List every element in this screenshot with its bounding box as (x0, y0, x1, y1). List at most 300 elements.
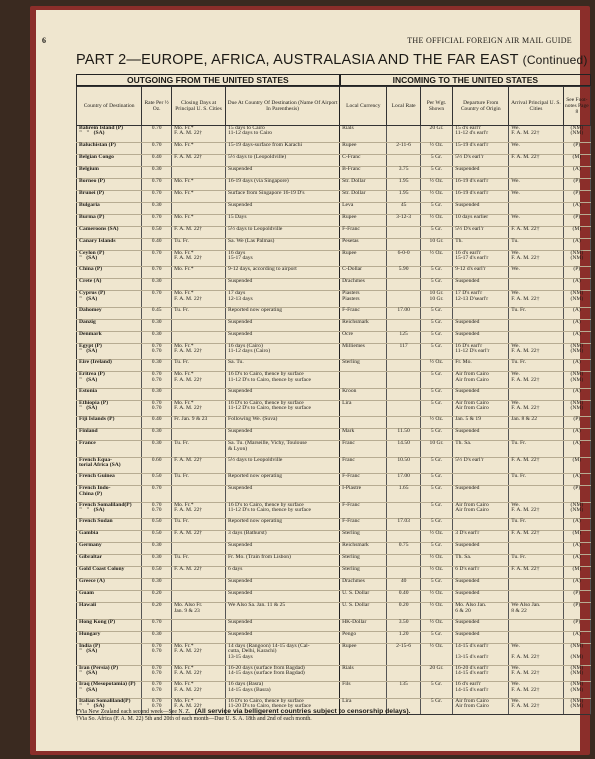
table-cell: Tu. Fr. (509, 555, 563, 567)
table-cell: 14-15 d's earl'r 13-15 d's earl'r (453, 643, 509, 665)
table-cell: (P) (563, 190, 590, 202)
table-cell: (A) (563, 319, 590, 331)
table-row (77, 291, 591, 308)
table-cell: We. F. A. M. 22† (509, 698, 563, 715)
table-cell (509, 331, 563, 343)
table-cell: 20 Gr. (420, 665, 452, 682)
table-row (77, 307, 591, 319)
table-cell: 0.30 (142, 388, 172, 400)
table-cell (509, 388, 563, 400)
table-cell (387, 372, 420, 389)
table-cell (172, 631, 226, 643)
table-cell: Mo. Fr.* (172, 178, 226, 190)
table-cell: 14 days (Rangoon) 14-15 days (Cal- cutta, Delhi, Karachi) 13-15 days (226, 643, 340, 665)
table-cell: Tu. Fr. (172, 360, 226, 372)
table-cell: 5 Gr. (420, 502, 452, 519)
table-row (77, 603, 591, 620)
table-cell: Baluchistan (P) (77, 142, 142, 154)
table-row (77, 531, 591, 543)
table-cell: 5 Gr. (420, 579, 452, 591)
table-cell: Air from Cairo Air from Cairo (453, 698, 509, 715)
table-row (77, 343, 591, 360)
table-cell: Eritrea (P) " (SA) (77, 372, 142, 389)
table-cell: 5½ D's earl'r (453, 226, 509, 238)
footnote-censorship: (All service via belligerent countries subject to censorship delays). (194, 708, 411, 715)
column-header: Due At Country Of Destination (Name Of Airport In Parenthesis) (226, 87, 340, 126)
table-cell: Suspended (453, 166, 509, 178)
table-cell (453, 519, 509, 531)
table-cell: Drachmes (340, 279, 387, 291)
table-cell (172, 331, 226, 343)
table-cell: 15-19 days-surface from Karachi (226, 142, 340, 154)
table-cell: 6 D's earl'r (453, 567, 509, 579)
table-cell: Reichsmark (340, 543, 387, 555)
table-cell: Burma (P) (77, 214, 142, 226)
table-cell (453, 474, 509, 486)
table-cell: ½ Oz. (420, 417, 452, 429)
table-cell: Tu. Fr. (172, 307, 226, 319)
table-cell: Th. Sa. (453, 441, 509, 458)
table-cell: 17 D's earl'r 12-13 D'searl'r (453, 291, 509, 308)
table-cell: (NM) (NM) (563, 343, 590, 360)
table-row (77, 372, 591, 389)
table-cell: Suspended (226, 331, 340, 343)
table-cell: ½ Oz. (420, 531, 452, 543)
table-cell: Mo. Fr.* F. A. M. 22† (172, 372, 226, 389)
table-cell: 5 Gr. (420, 486, 452, 503)
table-row (77, 474, 591, 486)
table-cell: 0.70 (142, 142, 172, 154)
table-cell: Th. Sa. (453, 555, 509, 567)
table-cell: Italian Somaliland(P) " " (SA) (77, 698, 142, 715)
table-cell: (M) (563, 154, 590, 166)
table-cell: 0.50 (142, 226, 172, 238)
table-cell: Following We. (Suva) (226, 417, 340, 429)
table-cell: (M) (563, 531, 590, 543)
table-cell: (NM) (NM) (563, 250, 590, 267)
table-cell: 16-19 days (via Singapore) (226, 178, 340, 190)
table-cell: F. A. M. 22† (509, 226, 563, 238)
table-cell: ½ Oz. (420, 142, 452, 154)
table-cell: 0.70 0.70 (142, 400, 172, 417)
table-cell: Mo. Fr.* F. A. M. 22† (172, 502, 226, 519)
column-header: See Foot-notes Page 8 (563, 87, 590, 126)
table-cell: F-Franc (340, 226, 387, 238)
table-cell: Mo. Fr.* (172, 214, 226, 226)
column-header: Rate Per ½ Oz. (142, 87, 172, 126)
table-cell: Bulgaria (77, 202, 142, 214)
table-cell: Iran (Persia) (P) " (SA) (77, 665, 142, 682)
table-cell (172, 579, 226, 591)
table-cell (387, 238, 420, 250)
table-cell: Tu. Fr. (172, 474, 226, 486)
table-row (77, 417, 591, 429)
table-cell: Reported now operating (226, 307, 340, 319)
column-header: Closing Days at Principal U. S. Cities (172, 87, 226, 126)
table-cell: 6 days (226, 567, 340, 579)
table-cell (509, 166, 563, 178)
table-cell: Mo. Fr.* F. A. M. 22† (172, 698, 226, 715)
table-cell: (A) (563, 166, 590, 178)
table-cell: 16 D's to Cairo, thence by surface 11-20 D's to Cairo, thence by surface (226, 698, 340, 715)
table-cell: 6-0-0 (387, 250, 420, 267)
table-row (77, 502, 591, 519)
table-cell: 10 Gr. (420, 238, 452, 250)
table-cell: (M) (563, 226, 590, 238)
table-cell: Suspended (453, 579, 509, 591)
table-row (77, 331, 591, 343)
table-cell: 5 Gr. (420, 519, 452, 531)
table-cell: 16-20 d's earl'r 14-15 d's earl'r (453, 665, 509, 682)
table-cell: U. S. Dollar (340, 591, 387, 603)
table-cell: 16-20 days (surface from Bagdad) 14-15 days (surface from Bagdad) (226, 665, 340, 682)
table-cell: Suspended (226, 591, 340, 603)
table-cell: 16 D's earl'r 11-12 D's earl'r (453, 343, 509, 360)
table-cell: (A) (563, 631, 590, 643)
table-row (77, 591, 591, 603)
table-cell (340, 372, 387, 389)
table-cell: (P) (563, 417, 590, 429)
table-cell: Sterling (340, 555, 387, 567)
table-row (77, 665, 591, 682)
table-cell: (P) (563, 142, 590, 154)
table-cell: We. F. A. M. 22† (509, 400, 563, 417)
table-cell: 0.30 (142, 555, 172, 567)
table-cell: (A) (563, 555, 590, 567)
table-cell: 5½ days to Leopoldville (226, 457, 340, 474)
table-cell: 17.00 (387, 307, 420, 319)
table-cell: 15 Days (226, 214, 340, 226)
table-cell (172, 279, 226, 291)
table-cell: (NM) (NM) (563, 400, 590, 417)
table-cell: Mark (340, 429, 387, 441)
table-cell: We. F. A. M. 22† (509, 250, 563, 267)
table-cell: Piasters Piasters (340, 291, 387, 308)
table-cell: Jan. 8 & 22 (509, 417, 563, 429)
table-cell: Suspended (453, 429, 509, 441)
table-cell: 2-15-6 (387, 643, 420, 665)
table-row (77, 238, 591, 250)
table-cell: 5 Gr. (420, 226, 452, 238)
page (36, 10, 589, 751)
table-cell: Denmark (77, 331, 142, 343)
table-cell: Fiji Islands (P) (77, 417, 142, 429)
table-cell: Drachmes (340, 579, 387, 591)
table-cell: 17.03 (387, 519, 420, 531)
table-cell: Egypt (P) " (SA) (77, 343, 142, 360)
incoming-header: INCOMING TO THE UNITED STATES (340, 74, 591, 86)
table-cell: (A) (563, 429, 590, 441)
table-cell: 16-19 d's earl'r (453, 190, 509, 202)
table-cell: 0.75 (387, 543, 420, 555)
table-cell: 0.30 (142, 543, 172, 555)
table-cell: Sterling (340, 567, 387, 579)
table-cell (509, 579, 563, 591)
table-cell: 40 (387, 579, 420, 591)
table-cell: 16 D's to Cairo, thence by surface 11-12 D's to Cairo, thence by surface (226, 400, 340, 417)
table-cell: Suspended (226, 279, 340, 291)
table-cell: Sa. Tu. (Marseille, Vichy, Toulouse & Lyon) (226, 441, 340, 458)
table-cell: (P) (563, 591, 590, 603)
table-cell (387, 502, 420, 519)
table-cell: ½ Oz. (420, 555, 452, 567)
table-cell (172, 429, 226, 441)
table-cell (387, 154, 420, 166)
table-cell: We. (509, 178, 563, 190)
table-cell: C-Dollar (340, 267, 387, 279)
table-cell: Germany (77, 543, 142, 555)
air-mail-table (76, 86, 591, 715)
table-cell: 11.50 (387, 429, 420, 441)
table-cell: Rupee (340, 643, 387, 665)
table-cell: ½ Oz. (420, 619, 452, 631)
table-cell: Suspended (453, 631, 509, 643)
table-cell: (A) (563, 388, 590, 400)
table-cell: Eire (Ireland) (77, 360, 142, 372)
table-cell: Franc (340, 457, 387, 474)
table-cell: Tu. Fr. (509, 519, 563, 531)
table-cell: 0.50 (142, 519, 172, 531)
table-cell: Tu. Fr. (172, 441, 226, 458)
table-cell: 125 (387, 331, 420, 343)
table-cell: Mo. Fr.* (172, 267, 226, 279)
table-cell: (A) (563, 519, 590, 531)
table-cell: Suspended (226, 486, 340, 503)
table-cell (509, 429, 563, 441)
table-cell (387, 279, 420, 291)
table-cell: We. F. A. M. 22† (509, 291, 563, 308)
table-cell: 0.70 0.70 (142, 643, 172, 665)
table-cell: Rials (340, 126, 387, 143)
table-cell: French Somaliland(P) " " (SA) (77, 502, 142, 519)
table-cell: 1.20 (387, 631, 420, 643)
part-title (76, 52, 588, 68)
table-cell: 0.30 (142, 441, 172, 458)
table-cell: Sterling (340, 531, 387, 543)
table-cell: 0.50 (142, 474, 172, 486)
table-cell: 5 Gr. (420, 631, 452, 643)
table-cell: (P) (563, 178, 590, 190)
table-cell: (P) (563, 267, 590, 279)
table-cell: 5 Gr. (420, 166, 452, 178)
table-cell: Suspended (226, 166, 340, 178)
table-cell: Suspended (453, 388, 509, 400)
table-cell: F-Franc (340, 502, 387, 519)
table-cell: Greece (A) (77, 579, 142, 591)
table-cell: 0.40 (142, 238, 172, 250)
table-cell: Tu. Fr. (509, 441, 563, 458)
table-row (77, 543, 591, 555)
part-title-text: PART 2—EUROPE, AFRICA, AUSTRALASIA AND THE FAR EAST (76, 52, 519, 68)
table-cell (509, 279, 563, 291)
table-row (77, 319, 591, 331)
table-cell: 5 Gr. (420, 372, 452, 389)
table-cell: Kroon (340, 388, 387, 400)
table-cell (387, 417, 420, 429)
table-cell (509, 619, 563, 631)
table-cell: 3.50 (387, 619, 420, 631)
table-cell (387, 360, 420, 372)
table-cell: Fr. Mo. (Train from Lisbon) (226, 555, 340, 567)
table-cell: 0.30 (142, 202, 172, 214)
table-cell: 0.40 (142, 417, 172, 429)
footnote-nz: *Via New Zealand each second week—See N. Z. (76, 709, 191, 715)
table-cell: F. A. M. 22† (509, 531, 563, 543)
table-cell: 10 Gr. 10 Gr. (420, 291, 452, 308)
table-cell: (NM) (NM) (563, 698, 590, 715)
table-cell: Surface from Singapore 16-19 D's (226, 190, 340, 202)
table-cell: Sa. We (Las Palmas) (226, 238, 340, 250)
table-cell: F. A. M. 22† (509, 567, 563, 579)
table-cell: 17.00 (387, 474, 420, 486)
table-cell: Milliemes (340, 343, 387, 360)
table-cell: ½ Oz. (420, 567, 452, 579)
table-cell: Belgian Congo (77, 154, 142, 166)
table-row (77, 579, 591, 591)
table-cell (509, 202, 563, 214)
table-cell: 0.50 (142, 567, 172, 579)
table-cell: Suspended (453, 279, 509, 291)
table-cell: 16 d's earl'r 14-15 d's earl'r (453, 682, 509, 699)
table-cell: Mo. Fr.* F. A. M. 22† (172, 643, 226, 665)
table-cell (509, 543, 563, 555)
table-cell: Franc (340, 441, 387, 458)
table-cell: France (77, 441, 142, 458)
table-cell: 1.95 (387, 178, 420, 190)
table-cell: 10 Gr. (420, 441, 452, 458)
table-row (77, 555, 591, 567)
table-cell (509, 319, 563, 331)
table-cell: (A) (563, 307, 590, 319)
table-cell (509, 591, 563, 603)
table-cell: Fr. Mo. (453, 360, 509, 372)
table-cell (387, 388, 420, 400)
table-cell: Finland (77, 429, 142, 441)
table-cell: 0.70 0.70 (142, 502, 172, 519)
table-cell: F. A. M. 22† (172, 531, 226, 543)
table-cell (509, 631, 563, 643)
table-cell: U. S. Dollar (340, 603, 387, 620)
table-cell: Mo. Fr.* (172, 190, 226, 202)
table-cell: 0.70 (142, 250, 172, 267)
table-cell: We Also Sa. Jan. 11 & 25 (226, 603, 340, 620)
table-cell: Gibraltar (77, 555, 142, 567)
table-cell: Mo. Also Jan. 6 & 20 (453, 603, 509, 620)
table-cell: 0.70 (142, 267, 172, 279)
table-cell: Tu. Fr. (172, 555, 226, 567)
table-cell: Guam (77, 591, 142, 603)
table-row (77, 429, 591, 441)
table-cell: We. F. A. M. 22† (509, 665, 563, 682)
table-cell: 10.50 (387, 457, 420, 474)
table-cell: We. (509, 214, 563, 226)
table-cell: 15 d's earl'r 11-12 d's earl'r (453, 126, 509, 143)
table-cell: Lira (340, 400, 387, 417)
table-cell (172, 388, 226, 400)
table-cell: 135 (387, 682, 420, 699)
table-cell: Cameroons (SA) (77, 226, 142, 238)
table-cell (172, 166, 226, 178)
table-cell: Str. Dollar (340, 190, 387, 202)
table-cell: 2-11-6 (387, 142, 420, 154)
table-cell: 0.30 (142, 429, 172, 441)
table-cell: 5 Gr. (420, 400, 452, 417)
table-cell: HK-Dollar (340, 619, 387, 631)
table-cell: Suspended (453, 619, 509, 631)
table-cell: 0.70 (142, 126, 172, 143)
table-cell: 5½ D's earl'r (453, 154, 509, 166)
table-cell: Reichsmark (340, 319, 387, 331)
table-cell: 5½ D's earl'r (453, 457, 509, 474)
table-row (77, 178, 591, 190)
table-cell: 17 days 12-13 days (226, 291, 340, 308)
table-row (77, 486, 591, 503)
table-row (77, 154, 591, 166)
table-row (77, 214, 591, 226)
table-cell: Suspended (226, 429, 340, 441)
table-cell: 0.30 (142, 631, 172, 643)
table-cell: (NM) (NM) (563, 291, 590, 308)
table-cell: Ocre (340, 331, 387, 343)
table-cell: (P) (563, 214, 590, 226)
table-cell: 3 D's earl'r (453, 531, 509, 543)
table-cell: (M) (563, 457, 590, 474)
column-header: Departure From Country of Origin (453, 87, 509, 126)
table-cell: 0.70 (142, 178, 172, 190)
table-cell: Mo. Also Fr. Jan. 9 & 23 (172, 603, 226, 620)
table-cell: 0.70 (142, 214, 172, 226)
table-cell: Hungary (77, 631, 142, 643)
table-row (77, 457, 591, 474)
table-cell: ½ Oz. (420, 214, 452, 226)
table-cell: 5 Gr. (420, 267, 452, 279)
table-cell: Mo. Fr.* F. A. M. 22† (172, 291, 226, 308)
table-row (77, 142, 591, 154)
table-cell: 0.40 (387, 591, 420, 603)
table-cell: (A) (563, 202, 590, 214)
table-cell: Jan. 5 & 19 (453, 417, 509, 429)
table-cell: 5 Gr. (420, 154, 452, 166)
table-row (77, 631, 591, 643)
table-cell: 5½ days to Leopoldville (226, 226, 340, 238)
table-cell: Tu. Fr. (172, 238, 226, 250)
table-cell: Canary Islands (77, 238, 142, 250)
table-cell: Suspended (453, 543, 509, 555)
table-cell: 0.70 0.70 (142, 372, 172, 389)
table-cell: Rupee (340, 250, 387, 267)
table-cell: French Equa- torial Africa (SA) (77, 457, 142, 474)
table-cell: 5 Gr. (420, 343, 452, 360)
table-cell: (P) (563, 603, 590, 620)
table-cell: 15-19 d's earl'r (453, 142, 509, 154)
table-cell: (A) (563, 360, 590, 372)
table-cell: F. A. M. 22† (509, 154, 563, 166)
table-cell: 5 Gr. (420, 331, 452, 343)
table-cell (387, 126, 420, 143)
outgoing-header: OUTGOING FROM THE UNITED STATES (76, 74, 340, 86)
table-cell: We. F. A. M. 22† (509, 343, 563, 360)
table-row (77, 360, 591, 372)
table-cell: Hong Kong (P) (77, 619, 142, 631)
table-cell: 0.70 (142, 619, 172, 631)
table-cell: China (P) (77, 267, 142, 279)
table-cell: 0.20 (142, 591, 172, 603)
table-cell: 3 days (Bathurst) (226, 531, 340, 543)
table-cell: F-Franc (340, 519, 387, 531)
table-cell: (A) (563, 238, 590, 250)
table-cell: I-Piastre (340, 486, 387, 503)
table-cell (453, 307, 509, 319)
